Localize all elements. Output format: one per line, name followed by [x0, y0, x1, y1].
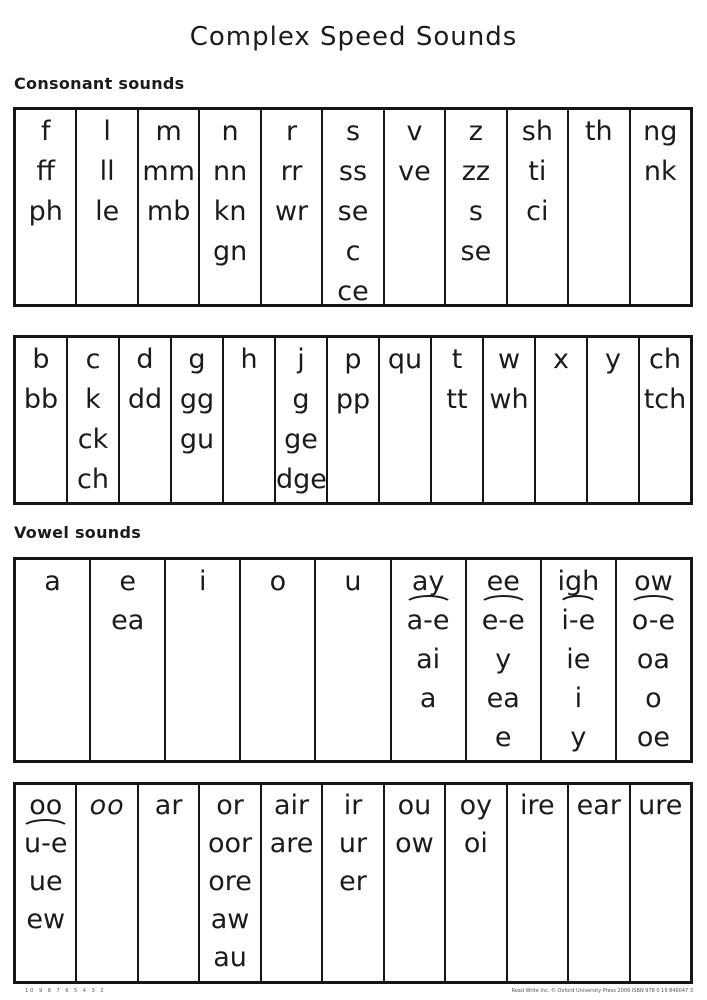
grapheme: [200, 112, 259, 152]
grapheme-text: ch: [649, 344, 681, 375]
grapheme: [276, 340, 326, 380]
grapheme: [200, 825, 259, 863]
grapheme: [200, 901, 259, 939]
sound-column: [16, 785, 75, 981]
grapheme: [139, 787, 198, 825]
grapheme-text: mm: [142, 156, 195, 187]
grapheme-text: rr: [280, 156, 303, 187]
sound-column: [198, 785, 259, 981]
grapheme-text: se: [460, 236, 492, 267]
sound-column: [314, 560, 389, 760]
grapheme: [262, 152, 321, 192]
grapheme: [432, 380, 482, 420]
grapheme: [542, 679, 615, 718]
grapheme: [323, 112, 382, 152]
sound-column: [137, 110, 198, 304]
sound-column: [164, 560, 239, 760]
grapheme: [172, 380, 222, 420]
grapheme-text: d: [136, 344, 154, 375]
grapheme: [323, 232, 382, 272]
vowel-sounds-table-2: [13, 782, 693, 984]
grapheme: [323, 787, 382, 825]
sound-column: [383, 110, 444, 304]
grapheme-text: bb: [23, 384, 59, 415]
grapheme-text: or: [216, 790, 244, 821]
grapheme-split-digraph: [467, 601, 540, 640]
grapheme: [262, 825, 321, 863]
grapheme: [262, 787, 321, 825]
grapheme-split-digraph: [392, 601, 465, 640]
sound-column: [482, 338, 534, 502]
grapheme-text: gu: [179, 424, 215, 455]
grapheme: [241, 562, 314, 601]
grapheme-text: are: [269, 828, 314, 859]
sound-column: [66, 338, 118, 502]
grapheme-text: v: [406, 116, 423, 147]
grapheme-text: ph: [28, 196, 63, 227]
grapheme: [323, 152, 382, 192]
grapheme: [139, 152, 198, 192]
sound-column: [506, 785, 567, 981]
grapheme-text: au: [213, 942, 247, 973]
grapheme-text: s: [468, 196, 483, 227]
sound-column: [383, 785, 444, 981]
grapheme-text: e: [119, 566, 136, 597]
grapheme: [631, 787, 690, 825]
grapheme: [536, 340, 586, 380]
sound-column: [586, 338, 638, 502]
grapheme: [432, 340, 482, 380]
grapheme-text: ee: [486, 566, 520, 597]
grapheme: [392, 640, 465, 679]
grapheme: [316, 562, 389, 601]
grapheme-text: a-e: [407, 601, 450, 640]
grapheme: [276, 460, 326, 500]
consonant-sounds-table-2: [13, 335, 693, 505]
grapheme-text: ch: [77, 464, 109, 495]
sound-column: [239, 560, 314, 760]
grapheme: [617, 562, 690, 601]
grapheme-text: g: [188, 344, 206, 375]
sound-column: [16, 560, 89, 760]
sound-column: [222, 338, 274, 502]
grapheme-text: oo: [29, 790, 63, 821]
vowel-sounds-label: Vowel sounds: [14, 523, 142, 542]
grapheme: [467, 718, 540, 757]
sound-column: [567, 110, 628, 304]
grapheme: [542, 562, 615, 601]
grapheme: [569, 787, 628, 825]
grapheme-text: qu: [387, 344, 423, 375]
grapheme: [617, 640, 690, 679]
grapheme-text: ure: [638, 790, 683, 821]
sound-column: [260, 785, 321, 981]
grapheme: [385, 112, 444, 152]
grapheme: [328, 340, 378, 380]
grapheme: [380, 340, 430, 380]
grapheme-text: oor: [208, 828, 253, 859]
grapheme: [640, 340, 690, 380]
grapheme-split-digraph: [542, 601, 615, 640]
grapheme: [139, 192, 198, 232]
grapheme: [16, 863, 75, 901]
sound-column: [540, 560, 615, 760]
grapheme-text: s: [345, 116, 361, 147]
grapheme: [91, 562, 164, 601]
grapheme: [484, 380, 534, 420]
grapheme-text: o-e: [632, 601, 675, 640]
grapheme-text: ai: [416, 644, 441, 675]
grapheme-text: k: [85, 384, 101, 415]
grapheme: [77, 787, 136, 825]
grapheme: [276, 420, 326, 460]
grapheme-text: m: [155, 116, 182, 147]
grapheme-text: p: [344, 344, 362, 375]
grapheme-text: ea: [486, 683, 520, 714]
grapheme-text: ce: [337, 276, 369, 307]
grapheme-text: i: [574, 683, 583, 714]
grapheme: [68, 380, 118, 420]
grapheme-text: ay: [411, 566, 445, 597]
grapheme-text: ge: [284, 424, 318, 455]
grapheme: [91, 601, 164, 640]
sound-column: [615, 560, 690, 760]
grapheme-text: igh: [557, 566, 600, 597]
grapheme-text: ll: [99, 156, 115, 187]
grapheme: [200, 232, 259, 272]
grapheme: [467, 562, 540, 601]
grapheme-text: wr: [274, 196, 309, 227]
grapheme-text: x: [553, 344, 569, 375]
sound-column: [16, 338, 66, 502]
grapheme-text: i-e: [561, 601, 595, 640]
grapheme: [200, 192, 259, 232]
grapheme-text: j: [297, 344, 305, 375]
grapheme: [200, 863, 259, 901]
grapheme-text: o: [645, 683, 662, 714]
grapheme-text: f: [40, 116, 51, 147]
grapheme: [262, 112, 321, 152]
grapheme-text: w: [497, 344, 521, 375]
grapheme: [631, 112, 690, 152]
sound-column: [321, 785, 382, 981]
grapheme-text: kn: [213, 196, 247, 227]
grapheme: [484, 340, 534, 380]
grapheme: [617, 718, 690, 757]
sound-column: [16, 110, 75, 304]
grapheme: [16, 152, 75, 192]
grapheme: [617, 679, 690, 718]
sound-column: [567, 785, 628, 981]
grapheme: [323, 825, 382, 863]
sound-column: [137, 785, 198, 981]
grapheme-text: e-e: [482, 601, 525, 640]
grapheme: [16, 380, 66, 420]
grapheme-text: er: [339, 866, 367, 897]
grapheme-text: c: [85, 344, 101, 375]
grapheme: [392, 679, 465, 718]
grapheme: [120, 340, 170, 380]
grapheme: [68, 420, 118, 460]
grapheme: [323, 192, 382, 232]
grapheme: [120, 380, 170, 420]
grapheme: [16, 787, 75, 825]
grapheme: [385, 787, 444, 825]
grapheme-text: tch: [643, 384, 687, 415]
grapheme: [640, 380, 690, 420]
sound-column: [75, 785, 136, 981]
grapheme-text: air: [273, 790, 310, 821]
grapheme: [385, 825, 444, 863]
grapheme-text: dd: [127, 384, 163, 415]
grapheme: [172, 340, 222, 380]
grapheme-text: ow: [634, 566, 673, 597]
grapheme-text: ng: [643, 116, 678, 147]
consonant-sounds-label: Consonant sounds: [14, 74, 185, 93]
grapheme: [200, 152, 259, 192]
grapheme: [77, 112, 136, 152]
grapheme: [446, 112, 505, 152]
grapheme-text: ore: [208, 866, 252, 897]
sound-column: [118, 338, 170, 502]
grapheme: [467, 679, 540, 718]
grapheme: [328, 380, 378, 420]
grapheme-text: nk: [643, 156, 677, 187]
grapheme: [446, 787, 505, 825]
sound-column: [506, 110, 567, 304]
sound-column: [321, 110, 382, 307]
grapheme: [542, 718, 615, 757]
grapheme-text: th: [584, 116, 613, 147]
grapheme: [588, 340, 638, 380]
grapheme: [508, 152, 567, 192]
grapheme-split-digraph: [16, 825, 75, 863]
grapheme-text: r: [285, 116, 298, 147]
grapheme: [508, 787, 567, 825]
grapheme: [392, 562, 465, 601]
grapheme-text: ve: [398, 156, 431, 187]
grapheme-text: h: [240, 344, 258, 375]
grapheme-text: ow: [395, 828, 434, 859]
grapheme-text: ar: [154, 790, 183, 821]
grapheme-text: g: [292, 384, 310, 415]
sound-column: [444, 785, 505, 981]
grapheme-text: i: [199, 566, 207, 597]
grapheme-text: ea: [111, 605, 145, 636]
grapheme-text: aw: [210, 904, 250, 935]
page-title: Complex Speed Sounds: [189, 22, 518, 52]
sound-column: [629, 785, 690, 981]
grapheme-text: ou: [397, 790, 432, 821]
sound-column: [534, 338, 586, 502]
grapheme-text: ss: [338, 156, 368, 187]
grapheme-text: ur: [338, 828, 368, 859]
grapheme: [200, 787, 259, 825]
sound-column: [75, 110, 136, 304]
grapheme: [569, 112, 628, 152]
grapheme-text: y: [605, 344, 621, 375]
grapheme-text: l: [103, 116, 111, 147]
sound-column: [465, 560, 540, 760]
sound-column: [89, 560, 164, 760]
grapheme: [385, 152, 444, 192]
grapheme-text: se: [337, 196, 369, 227]
grapheme: [467, 640, 540, 679]
grapheme: [200, 939, 259, 977]
grapheme: [16, 340, 66, 380]
grapheme: [166, 562, 239, 601]
grapheme-text: y: [495, 644, 512, 675]
grapheme-text: ire: [520, 790, 555, 821]
grapheme-text: ie: [566, 644, 591, 675]
grapheme-text: zz: [461, 156, 491, 187]
consonant-sounds-table-1: [13, 107, 693, 307]
grapheme-text: tt: [446, 384, 468, 415]
sound-column: [326, 338, 378, 502]
grapheme-text: ti: [528, 156, 547, 187]
grapheme-text: ue: [28, 866, 63, 897]
grapheme-text: ck: [77, 424, 109, 455]
grapheme: [446, 825, 505, 863]
grapheme: [323, 863, 382, 901]
grapheme: [77, 152, 136, 192]
grapheme: [542, 640, 615, 679]
grapheme-text: o: [269, 566, 287, 597]
grapheme-text: e: [494, 722, 512, 753]
grapheme: [631, 152, 690, 192]
grapheme-text: u-e: [24, 825, 67, 863]
grapheme-text: oa: [636, 644, 670, 675]
sound-column: [378, 338, 430, 502]
grapheme-text: wh: [489, 384, 529, 415]
grapheme-text: gg: [179, 384, 215, 415]
grapheme-text: u: [344, 566, 362, 597]
sound-column: [430, 338, 482, 502]
grapheme-text: oy: [459, 790, 493, 821]
grapheme-text: pp: [335, 384, 371, 415]
sound-column: [260, 110, 321, 304]
grapheme: [508, 192, 567, 232]
grapheme-text: sh: [521, 116, 553, 147]
grapheme-text: c: [345, 236, 361, 267]
grapheme: [446, 232, 505, 272]
grapheme: [446, 152, 505, 192]
sound-column: [170, 338, 222, 502]
grapheme: [16, 901, 75, 939]
grapheme: [16, 562, 89, 601]
sound-column: [274, 338, 326, 502]
grapheme-text: oe: [636, 722, 670, 753]
grapheme-text: ff: [36, 156, 56, 187]
grapheme-text: ear: [576, 790, 621, 821]
grapheme: [224, 340, 274, 380]
grapheme-text: ci: [526, 196, 549, 227]
grapheme-text: ir: [343, 790, 363, 821]
imprint-text: Read Write Inc. © Oxford University Press 2006 ISBN 978 0 19 846047 3: [511, 988, 693, 994]
grapheme-text: n: [221, 116, 239, 147]
grapheme: [139, 112, 198, 152]
grapheme-text: ew: [26, 904, 66, 935]
grapheme: [16, 112, 75, 152]
grapheme-text: le: [95, 196, 120, 227]
grapheme-text: t: [451, 344, 463, 375]
grapheme: [262, 192, 321, 232]
sound-column: [638, 338, 690, 502]
grapheme-text: gn: [212, 236, 248, 267]
grapheme-text: y: [570, 722, 587, 753]
grapheme-split-digraph: [617, 601, 690, 640]
grapheme-text: nn: [212, 156, 248, 187]
vowel-sounds-table-1: [13, 557, 693, 763]
sound-column: [444, 110, 505, 304]
grapheme-text: a: [419, 683, 437, 714]
sound-column: [390, 560, 465, 760]
grapheme: [68, 460, 118, 500]
grapheme-text: dge: [276, 464, 327, 495]
grapheme: [323, 272, 382, 312]
sound-column: [198, 110, 259, 304]
grapheme-text: oi: [463, 828, 488, 859]
grapheme-text: a: [44, 566, 61, 597]
grapheme-text: oo: [89, 790, 125, 821]
sound-column: [629, 110, 690, 304]
grapheme-text: mb: [146, 196, 191, 227]
grapheme: [16, 192, 75, 232]
grapheme: [446, 192, 505, 232]
grapheme: [276, 380, 326, 420]
grapheme: [68, 340, 118, 380]
print-run-numbers: 10 9 8 7 6 5 4 3 2: [25, 988, 106, 994]
grapheme-text: b: [32, 344, 50, 375]
grapheme: [172, 420, 222, 460]
grapheme-text: z: [468, 116, 483, 147]
grapheme: [508, 112, 567, 152]
grapheme: [77, 192, 136, 232]
